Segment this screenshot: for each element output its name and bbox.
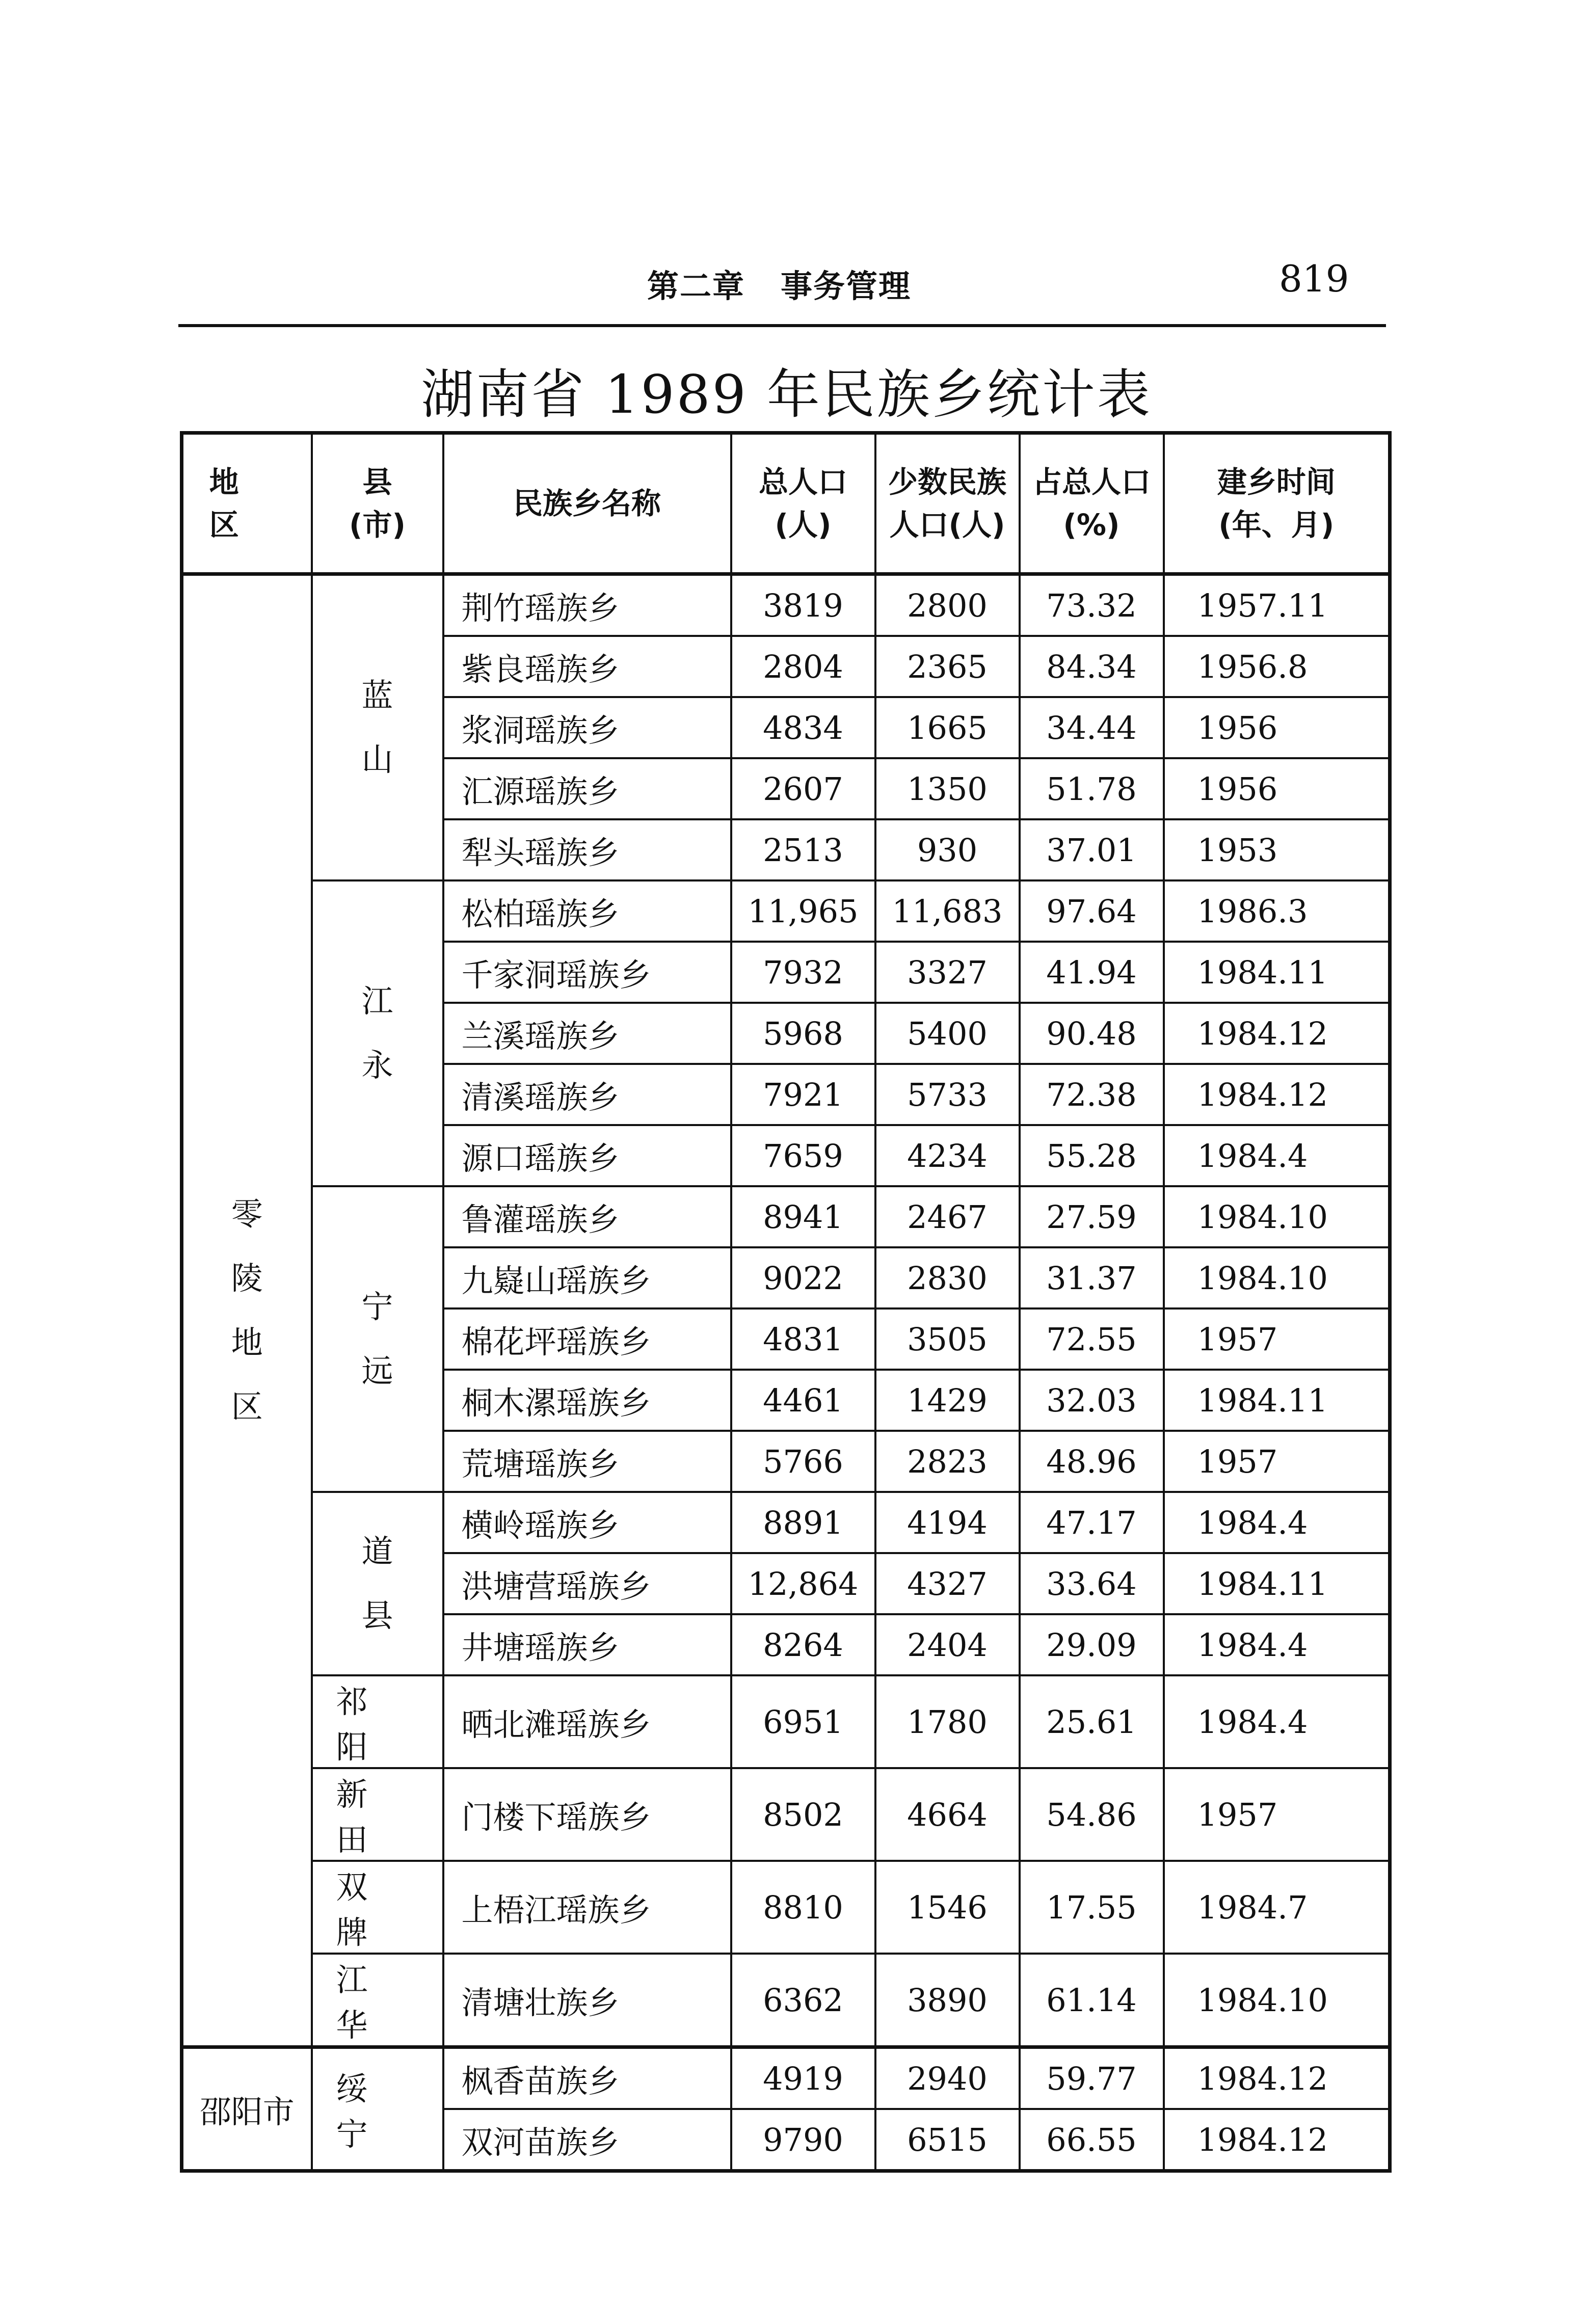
township-name-cell: 犁头瑶族乡 xyxy=(443,819,731,880)
col-header-date xyxy=(1164,433,1390,574)
county-label-char: 道 xyxy=(361,1533,393,1570)
minority-share-cell: 47.17 xyxy=(1020,1492,1164,1553)
total-population-cell: 9022 xyxy=(731,1247,875,1308)
table-row xyxy=(182,1768,1390,1861)
minority-population-cell: 3505 xyxy=(875,1308,1020,1370)
page-number: 819 xyxy=(1279,257,1349,300)
county-label-char: 县 xyxy=(361,1597,393,1634)
total-population-cell: 4834 xyxy=(731,697,875,758)
county-cell xyxy=(312,1186,443,1492)
minority-population-cell: 3890 xyxy=(875,1954,1020,2047)
statistics-table xyxy=(180,431,1392,2173)
township-name-cell: 桐木漯瑶族乡 xyxy=(443,1370,731,1431)
founding-date-cell: 1984.10 xyxy=(1164,1247,1390,1308)
minority-share-cell: 32.03 xyxy=(1020,1370,1164,1431)
minority-share-cell: 72.38 xyxy=(1020,1064,1164,1125)
founding-date-cell: 1956 xyxy=(1164,697,1390,758)
table-row xyxy=(182,1861,1390,1954)
county-cell xyxy=(312,880,443,1186)
township-name-cell: 门楼下瑶族乡 xyxy=(443,1768,731,1861)
total-population-cell: 4919 xyxy=(731,2047,875,2109)
minority-population-cell: 2823 xyxy=(875,1431,1020,1492)
founding-date-cell: 1984.11 xyxy=(1164,1370,1390,1431)
minority-share-cell: 31.37 xyxy=(1020,1247,1164,1308)
county-label-char: 蓝 xyxy=(361,677,393,714)
founding-date-cell: 1984.12 xyxy=(1164,2047,1390,2109)
total-population-cell: 2607 xyxy=(731,758,875,819)
col-header-minority-line1: 少数民族 xyxy=(888,465,1006,499)
col-header-total-line2: (人) xyxy=(775,507,832,542)
minority-population-cell: 4234 xyxy=(875,1125,1020,1186)
minority-share-cell: 37.01 xyxy=(1020,819,1164,880)
total-population-cell: 6951 xyxy=(731,1675,875,1768)
minority-population-cell: 930 xyxy=(875,819,1020,880)
minority-population-cell: 3327 xyxy=(875,942,1020,1003)
founding-date-cell: 1984.12 xyxy=(1164,1064,1390,1125)
founding-date-cell: 1986.3 xyxy=(1164,880,1390,942)
township-name-cell: 荆竹瑶族乡 xyxy=(443,574,731,636)
county-label-char: 江 华 xyxy=(336,1961,419,2044)
col-header-share xyxy=(1020,433,1164,574)
county-label xyxy=(313,969,442,1098)
region-label-char: 区 xyxy=(231,1388,263,1425)
minority-share-cell: 27.59 xyxy=(1020,1186,1164,1247)
table-row xyxy=(182,2047,1390,2109)
founding-date-cell: 1957.11 xyxy=(1164,574,1390,636)
township-name-cell: 紫良瑶族乡 xyxy=(443,636,731,697)
total-population-cell: 12,864 xyxy=(731,1553,875,1614)
col-header-date-line2: (年、月) xyxy=(1218,507,1335,542)
minority-population-cell: 1429 xyxy=(875,1370,1020,1431)
col-header-share-line1: 占总人口 xyxy=(1032,465,1151,499)
county-label-char: 双 牌 xyxy=(336,1868,419,1951)
county-label xyxy=(313,1275,442,1403)
total-population-cell: 2804 xyxy=(731,636,875,697)
table-row xyxy=(182,1954,1390,2047)
township-name-cell: 汇源瑶族乡 xyxy=(443,758,731,819)
founding-date-cell: 1984.4 xyxy=(1164,1492,1390,1553)
col-header-county xyxy=(312,433,443,574)
minority-population-cell: 2467 xyxy=(875,1186,1020,1247)
running-head xyxy=(647,261,911,306)
founding-date-cell: 1984.4 xyxy=(1164,1675,1390,1768)
founding-date-cell: 1984.10 xyxy=(1164,1186,1390,1247)
minority-population-cell: 5400 xyxy=(875,1003,1020,1064)
minority-population-cell: 2800 xyxy=(875,574,1020,636)
township-name-cell: 浆洞瑶族乡 xyxy=(443,697,731,758)
county-label-char: 永 xyxy=(361,1047,393,1084)
township-name-cell: 荒塘瑶族乡 xyxy=(443,1431,731,1492)
township-name-cell: 九嶷山瑶族乡 xyxy=(443,1247,731,1308)
minority-share-cell: 72.55 xyxy=(1020,1308,1164,1370)
founding-date-cell: 1984.7 xyxy=(1164,1861,1390,1954)
county-cell xyxy=(312,1861,443,1954)
minority-share-cell: 55.28 xyxy=(1020,1125,1164,1186)
col-header-minority-line2: 人口(人) xyxy=(889,507,1005,542)
region-cell xyxy=(182,574,312,2047)
township-name-cell: 松柏瑶族乡 xyxy=(443,880,731,942)
col-header-total xyxy=(731,433,875,574)
minority-share-cell: 97.64 xyxy=(1020,880,1164,942)
county-label-char: 绥 宁 xyxy=(336,2070,419,2153)
total-population-cell: 8264 xyxy=(731,1614,875,1675)
region-cell xyxy=(182,2047,312,2171)
table-row xyxy=(182,880,1390,942)
total-population-cell: 4461 xyxy=(731,1370,875,1431)
founding-date-cell: 1957 xyxy=(1164,1768,1390,1861)
founding-date-cell: 1957 xyxy=(1164,1308,1390,1370)
township-name-cell: 清塘壮族乡 xyxy=(443,1954,731,2047)
county-label xyxy=(313,1519,442,1648)
minority-share-cell: 66.55 xyxy=(1020,2109,1164,2171)
township-name-cell: 棉花坪瑶族乡 xyxy=(443,1308,731,1370)
minority-share-cell: 34.44 xyxy=(1020,697,1164,758)
header-rule xyxy=(178,324,1386,327)
county-label xyxy=(313,1676,442,1767)
chapter-label: 第二章 xyxy=(647,268,745,305)
minority-share-cell: 90.48 xyxy=(1020,1003,1164,1064)
township-name-cell: 上梧江瑶族乡 xyxy=(443,1861,731,1954)
region-label-char: 地 xyxy=(231,1324,263,1361)
county-cell xyxy=(312,1768,443,1861)
minority-population-cell: 1780 xyxy=(875,1675,1020,1768)
founding-date-cell: 1984.4 xyxy=(1164,1614,1390,1675)
township-name-cell: 晒北滩瑶族乡 xyxy=(443,1675,731,1768)
total-population-cell: 8941 xyxy=(731,1186,875,1247)
total-population-cell: 5766 xyxy=(731,1431,875,1492)
township-name-cell: 源口瑶族乡 xyxy=(443,1125,731,1186)
township-name-cell: 鲁灌瑶族乡 xyxy=(443,1186,731,1247)
founding-date-cell: 1957 xyxy=(1164,1431,1390,1492)
county-label xyxy=(313,1955,442,2045)
total-population-cell: 7921 xyxy=(731,1064,875,1125)
table-row xyxy=(182,1186,1390,1247)
minority-share-cell: 73.32 xyxy=(1020,574,1164,636)
minority-population-cell: 2404 xyxy=(875,1614,1020,1675)
minority-share-cell: 48.96 xyxy=(1020,1431,1164,1492)
table-row xyxy=(182,1492,1390,1553)
county-label xyxy=(313,663,442,792)
total-population-cell: 9790 xyxy=(731,2109,875,2171)
section-label: 事务管理 xyxy=(781,268,912,305)
minority-share-cell: 59.77 xyxy=(1020,2047,1164,2109)
minority-share-cell: 29.09 xyxy=(1020,1614,1164,1675)
table-body xyxy=(182,574,1390,2171)
township-name-cell: 清溪瑶族乡 xyxy=(443,1064,731,1125)
col-header-share-line2: (%) xyxy=(1063,507,1120,542)
total-population-cell: 8502 xyxy=(731,1768,875,1861)
township-name-cell: 千家洞瑶族乡 xyxy=(443,942,731,1003)
minority-population-cell: 1350 xyxy=(875,758,1020,819)
minority-share-cell: 25.61 xyxy=(1020,1675,1164,1768)
total-population-cell: 3819 xyxy=(731,574,875,636)
county-cell xyxy=(312,574,443,881)
minority-population-cell: 5733 xyxy=(875,1064,1020,1125)
founding-date-cell: 1956.8 xyxy=(1164,636,1390,697)
county-cell xyxy=(312,1675,443,1768)
header-row xyxy=(182,433,1390,574)
township-name-cell: 井塘瑶族乡 xyxy=(443,1614,731,1675)
table-title: 湖南省 1989 年民族乡统计表 xyxy=(421,363,1152,425)
founding-date-cell: 1984.12 xyxy=(1164,2109,1390,2171)
township-name-cell: 横岭瑶族乡 xyxy=(443,1492,731,1553)
minority-share-cell: 84.34 xyxy=(1020,636,1164,697)
col-header-county-line2: (市) xyxy=(349,507,406,542)
minority-share-cell: 17.55 xyxy=(1020,1861,1164,1954)
county-cell xyxy=(312,1492,443,1675)
county-label-char: 远 xyxy=(361,1352,393,1390)
minority-population-cell: 4194 xyxy=(875,1492,1020,1553)
township-name-cell: 双河苗族乡 xyxy=(443,2109,731,2171)
region-label xyxy=(183,2087,311,2132)
county-label-char: 江 xyxy=(361,982,393,1020)
col-header-region-text: 地 区 xyxy=(209,465,285,542)
total-population-cell: 8891 xyxy=(731,1492,875,1553)
col-header-region xyxy=(182,433,312,574)
total-population-cell: 8810 xyxy=(731,1861,875,1954)
founding-date-cell: 1984.11 xyxy=(1164,1553,1390,1614)
founding-date-cell: 1953 xyxy=(1164,819,1390,880)
founding-date-cell: 1984.4 xyxy=(1164,1125,1390,1186)
minority-share-cell: 33.64 xyxy=(1020,1553,1164,1614)
region-label-char: 陵 xyxy=(231,1260,263,1297)
col-header-name: 民族乡名称 xyxy=(443,433,731,574)
county-label-char: 祁 阳 xyxy=(336,1683,419,1766)
col-header-county-line1: 县 xyxy=(362,465,392,499)
minority-population-cell: 2365 xyxy=(875,636,1020,697)
county-cell xyxy=(312,1954,443,2047)
minority-share-cell: 54.86 xyxy=(1020,1768,1164,1861)
minority-share-cell: 61.14 xyxy=(1020,1954,1164,2047)
region-label-char: 邵阳市 xyxy=(199,2093,295,2130)
county-label-char: 宁 xyxy=(361,1288,393,1325)
total-population-cell: 7932 xyxy=(731,942,875,1003)
minority-population-cell: 4327 xyxy=(875,1553,1020,1614)
col-header-total-line1: 总人口 xyxy=(758,465,847,499)
total-population-cell: 4831 xyxy=(731,1308,875,1370)
township-name-cell: 洪塘营瑶族乡 xyxy=(443,1553,731,1614)
total-population-cell: 2513 xyxy=(731,819,875,880)
founding-date-cell: 1956 xyxy=(1164,758,1390,819)
minority-share-cell: 51.78 xyxy=(1020,758,1164,819)
minority-population-cell: 1665 xyxy=(875,697,1020,758)
county-label xyxy=(313,1769,442,1860)
county-cell xyxy=(312,2047,443,2171)
minority-population-cell: 2940 xyxy=(875,2047,1020,2109)
col-header-date-line1: 建乡时间 xyxy=(1217,465,1336,499)
col-header-minority xyxy=(875,433,1020,574)
total-population-cell: 6362 xyxy=(731,1954,875,2047)
minority-population-cell: 1546 xyxy=(875,1861,1020,1954)
county-label xyxy=(313,2064,442,2154)
total-population-cell: 11,965 xyxy=(731,880,875,942)
minority-share-cell: 41.94 xyxy=(1020,942,1164,1003)
table-row xyxy=(182,1675,1390,1768)
founding-date-cell: 1984.12 xyxy=(1164,1003,1390,1064)
founding-date-cell: 1984.11 xyxy=(1164,942,1390,1003)
minority-population-cell: 2830 xyxy=(875,1247,1020,1308)
minority-population-cell: 4664 xyxy=(875,1768,1020,1861)
township-name-cell: 兰溪瑶族乡 xyxy=(443,1003,731,1064)
township-name-cell: 枫香苗族乡 xyxy=(443,2047,731,2109)
minority-population-cell: 6515 xyxy=(875,2109,1020,2171)
region-label-char: 零 xyxy=(231,1195,263,1233)
total-population-cell: 5968 xyxy=(731,1003,875,1064)
county-label-char: 新 田 xyxy=(336,1776,419,1858)
table-row xyxy=(182,574,1390,636)
county-label-char: 山 xyxy=(361,741,393,778)
region-label xyxy=(183,1182,311,1439)
minority-population-cell: 11,683 xyxy=(875,880,1020,942)
county-label xyxy=(313,1862,442,1953)
founding-date-cell: 1984.10 xyxy=(1164,1954,1390,2047)
total-population-cell: 7659 xyxy=(731,1125,875,1186)
